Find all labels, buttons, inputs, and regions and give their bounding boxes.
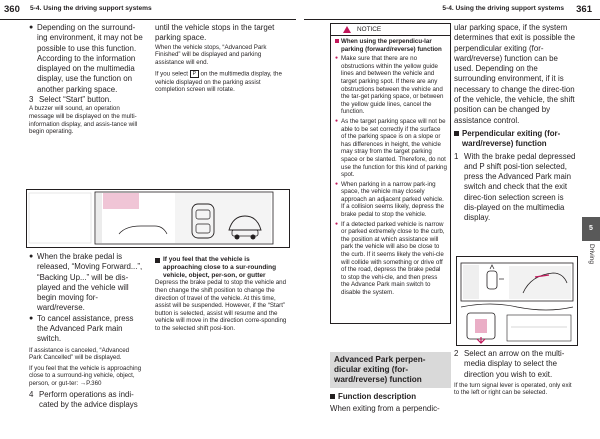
left-column-1-lower: [29, 252, 143, 410]
step-2-text: Select an arrow on the multi-media display to select the direction you wish to exit.: [464, 349, 565, 379]
bullet-surrounding-environment: ● Depending on the surround-ing environment, it may not be possible to use this function. According to the information displayed on the multimedia display, use the function on another parking space.: [29, 23, 143, 95]
approaching-heading: If you feel that the vehicle is approaching close to a sur-rounding vehicle, object, per-son, or gutter: [155, 256, 290, 279]
buzzer-note: A buzzer will sound, an operation message will be displayed on the multi-information display, and assis-tance will begin operating.: [29, 105, 138, 136]
turn-signal-note: If the turn signal lever is operated, only exit to the left or right can be selected.: [454, 381, 572, 397]
rotate-view-icon: P: [190, 70, 199, 78]
function-description-heading: Function description: [330, 392, 451, 402]
notice-heading: When using the perpendicu-lar parking (forward/reverse) function: [335, 38, 447, 53]
right-column-2-lower: [454, 349, 578, 397]
step-2-number: 2: [454, 349, 459, 358]
step-4-continued: until the vehicle stops in the target parking space.: [155, 23, 275, 43]
advanced-park-exiting-title-box: Advanced Park perpen-dicular exiting (for-ward/reverse) function: [330, 352, 451, 388]
left-column-2-lower: [155, 256, 290, 333]
notice-item: ● As the target parking space will not be able to be set correctly if the surface of the parking space is on a slope or has differences in height, the vehicle may stray from the target parking space or be slanted. Therefore, do not use the function for this kind of parking spot.: [335, 118, 447, 179]
exiting-intro: ular parking space, if the system determines that exit is possible the perpendicular exiting (for-ward/reverse) function can be used. Depending on the surrounding environment, if it is necessary to change the direc-tion of the vehicle, the vehicle, the shift position can be changed by assistance control.: [454, 23, 576, 125]
step-1-text: With the brake pedal depressed and P shift posi-tion selected, press the Advanced Park main switch and check that the exit direc-tion selection screen is dis-played on the multimedia display.: [464, 151, 576, 223]
step-1-number: 1: [454, 151, 459, 161]
close-approach-note: If you feel that the vehicle is approaching close to a surround-ing vehicle, object, person, or gut-ter: →P.360: [29, 364, 142, 388]
step-4-number: 4: [29, 389, 34, 399]
exit-direction-screen-illustration: [456, 256, 578, 346]
right-page-header: [304, 0, 600, 20]
parking-complete-screen-illustration: [26, 189, 290, 248]
step-4: [29, 390, 143, 411]
notice-item: ● If a detected parked vehicle is narrow or parked extremely close to the curb, the position at which assistance will park the vehicle will also be close to the curb. If it seems likely the vehi-cle will collide with something or drive off of the road, depress the brake pedal to stop the vehi-cle, and then press the Advance Park main switch to disable the system.: [335, 221, 447, 297]
left-column-2: [155, 23, 290, 94]
step-2: [454, 349, 578, 380]
notice-header: [331, 24, 450, 36]
parking-complete-screen-drawing: [27, 190, 289, 247]
bullet-cancel-assistance: ● To cancel assistance, press the Advanced Park main switch.: [29, 314, 143, 345]
step-1: [454, 152, 578, 224]
function-description-text: When exiting from a perpendic-: [330, 404, 440, 414]
rotate-note-start: If you select: [155, 71, 189, 79]
rotate-note-end: on the multimedia display, the vehicle displayed on the parking assist completion screen will rotate.: [155, 71, 282, 94]
cancel-note: If assistance is canceled, “Advanced Park Cancelled” will be displayed.: [29, 346, 130, 362]
warning-triangle-icon: [343, 26, 351, 33]
notice-body: [331, 36, 450, 297]
chapter-tab-label: [584, 244, 598, 280]
perpendicular-exiting-heading: Perpendicular exiting (for-ward/reverse) function: [454, 129, 578, 150]
notice-item: ● When parking in a narrow park-ing space, the vehicle may closely approach an adjacent parked vehicle. If a collision seems likely, depress the brake pedal to stop the vehicle.: [335, 181, 447, 219]
chapter-tab-label-text: Driving: [588, 244, 595, 264]
notice-title: NOTICE: [357, 26, 382, 33]
notice-item: ● Make sure that there are no obstructions within the yellow guide lines and between the vehicle and target parking spot. If there are any obstructions between the vehicle and the tar-get parking space, or between the yellow guide lines, cancel the function.: [335, 55, 447, 116]
left-section-title: 5-4. Using the driving support systems: [30, 5, 152, 12]
left-page-number: 360: [4, 4, 20, 15]
function-description: [330, 392, 451, 415]
right-column-2: [454, 23, 578, 224]
chapter-tab: 5: [582, 217, 600, 241]
left-page-header: [0, 0, 296, 20]
stop-note: When the vehicle stops, “Advanced Park Finished” will be displayed and parking assistance will end.: [155, 43, 267, 66]
step-3: [29, 95, 143, 105]
bullet-brake-released: ● When the brake pedal is released, “Moving Forward...”, “Backing Up...” will be dis-played and the vehicle will begin moving for-ward/reverse.: [29, 252, 143, 314]
rotate-note: [155, 70, 290, 93]
step-4-text: Perform operations as indi-cated by the advice displays: [39, 389, 138, 409]
right-section-title: 5-4. Using the driving support systems: [442, 5, 564, 12]
exit-direction-screen-drawing: [457, 257, 577, 345]
notice-box: [330, 23, 451, 324]
step-3-text: Select “Start” button.: [39, 95, 112, 105]
left-column-1: [29, 23, 143, 136]
approaching-body: Depress the brake pedal to stop the vehicle and then change the shift position to change the direction of travel of the vehicle. At this time, assist will be suspended. However, if the “Start” button is selected, assist will resume and the vehicle will move in the direction corre-sponding to the selected shift posi-tion.: [155, 279, 287, 332]
step-3-number: 3: [29, 95, 34, 105]
right-page-number: 361: [576, 4, 592, 15]
